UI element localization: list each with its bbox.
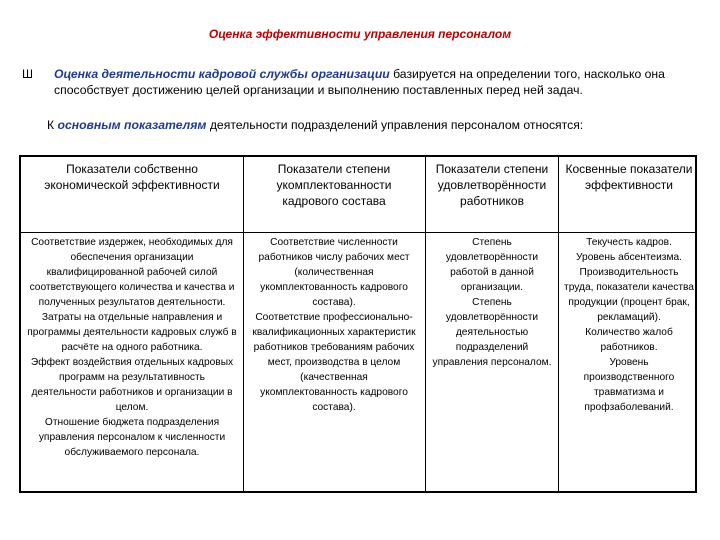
- employee-satisfaction-cell: [431, 235, 553, 370]
- cell-paragraph: Уровень абсентеизма.: [576, 252, 682, 263]
- intro-rest: базируется на определении того, насколько она способствует достижению целей организации и выполнению поставленных перед ней задач.: [54, 67, 665, 97]
- column-divider: [558, 157, 559, 491]
- page-title: Оценка эффективности управления персоналом: [208, 27, 512, 41]
- column-divider: [425, 157, 426, 491]
- bullet-marker: Ш: [22, 67, 33, 81]
- cell-paragraph: Уровень производственного травматизма и профзаболеваний.: [583, 357, 675, 413]
- intro-paragraph: [22, 66, 692, 98]
- economic-efficiency-cell: [27, 235, 237, 460]
- cell-paragraph: Соответствие издержек, необходимых для обеспечения организации квалифицированной рабочей силой соответствующего количества и качества и полученных результатов деятельности.: [29, 237, 235, 308]
- indicators-intro-pre: К: [47, 118, 58, 132]
- cell-paragraph: Отношение бюджета подразделения управления персоналом к численности обслуживаемого персонала.: [38, 417, 226, 458]
- indicators-intro: [47, 118, 583, 132]
- cell-paragraph: Количество жалоб работников.: [585, 327, 673, 353]
- indicators-intro-emphasis: основным показателям: [57, 118, 207, 132]
- cell-paragraph: Эффект воздействия отдельных кадровых программ на результативность деятельности работников и организации в целом.: [30, 357, 234, 413]
- cell-paragraph: Затраты на отдельные направления и программы деятельности кадровых служб в расчёте на одного работника.: [27, 312, 237, 353]
- column-divider: [243, 157, 244, 491]
- cell-paragraph: Производительность труда, показатели качества продукции (процент брак, рекламаций).: [564, 267, 694, 323]
- cell-paragraph: Соответствие профессионально-квалификационных характеристик работников требованиям рабочих мест, производства в целом (качественная укомплектованность кадрового состава).: [252, 312, 416, 413]
- cell-paragraph: Степень удовлетворённости деятельностью подразделений управления персоналом.: [432, 297, 552, 368]
- header-employee-satisfaction: Показатели степени удовлетворённости работников: [435, 162, 549, 208]
- header-divider: [21, 232, 695, 233]
- indirect-indicators-cell: [564, 235, 694, 415]
- indicators-table: [19, 155, 697, 493]
- indicators-intro-post: деятельности подразделений управления персоналом относятся:: [206, 118, 584, 132]
- intro-lead: Оценка деятельности кадровой службы организации: [54, 67, 390, 81]
- header-economic-efficiency: Показатели собственно экономической эффективности: [44, 162, 220, 192]
- header-indirect-indicators: Косвенные показатели эффективности: [565, 162, 693, 192]
- cell-paragraph: Степень удовлетворённости работой в данной организации.: [445, 237, 539, 293]
- staffing-level-cell: [251, 235, 417, 415]
- header-staffing-level: Показатели степени укомплектованности кадрового состава: [276, 162, 392, 208]
- cell-paragraph: Текучесть кадров.: [586, 237, 672, 248]
- cell-paragraph: Соответствие численности работников числу рабочих мест (количественная укомплектованность кадрового состава).: [258, 237, 410, 308]
